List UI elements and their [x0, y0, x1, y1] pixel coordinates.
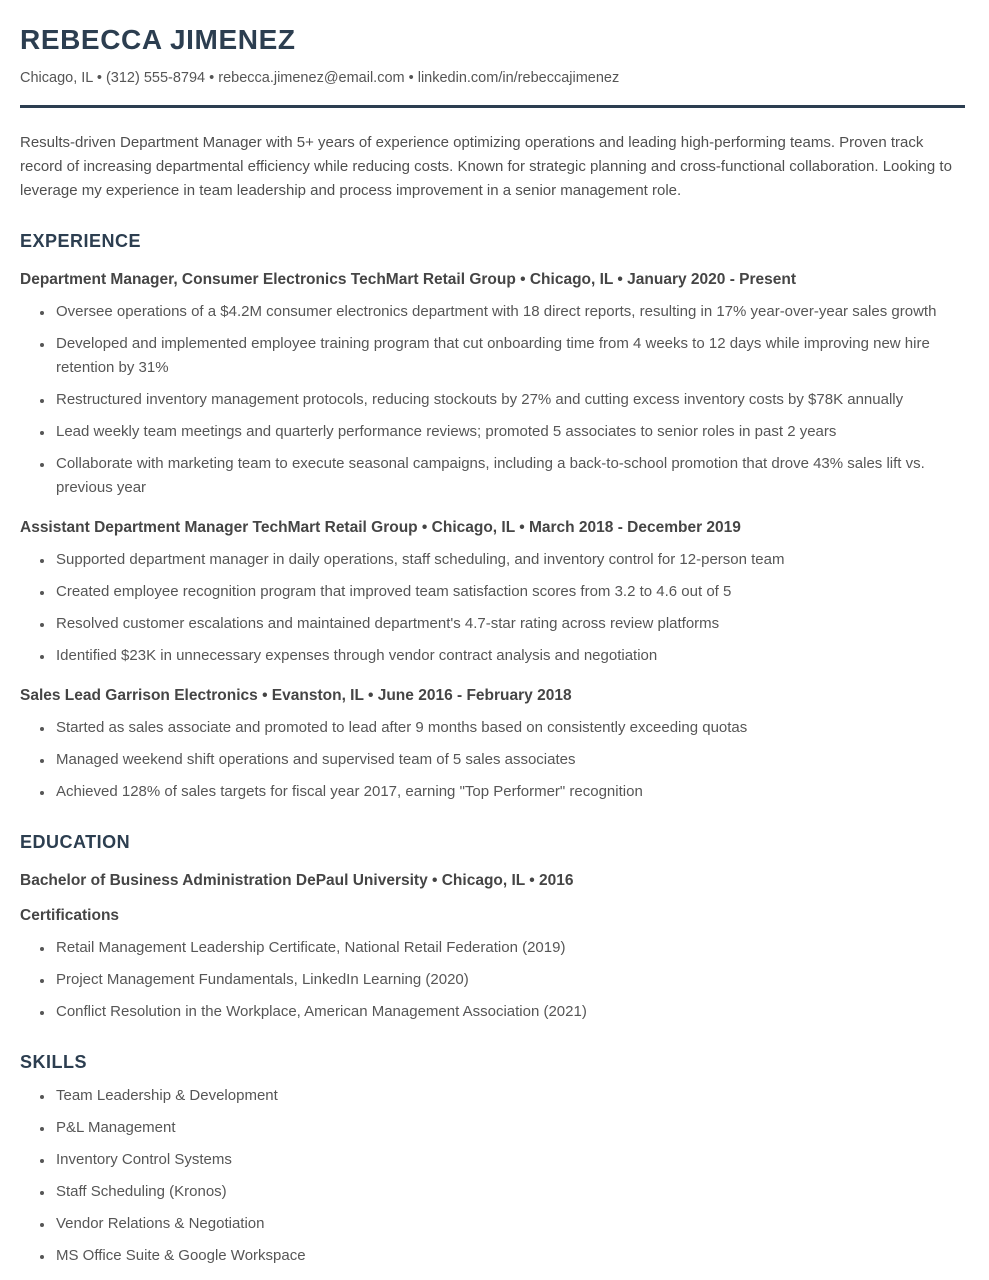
- job-bullet: • Collaborate with marketing team to execute seasonal campaigns, including a back-to-school promotion that drove 43% sales lift vs. previous year: [54, 452, 965, 500]
- skill-item: • Team Leadership & Development: [54, 1084, 965, 1108]
- section-experience: [20, 231, 965, 804]
- section-education: [20, 832, 965, 1024]
- certification-item: • Conflict Resolution in the Workplace, American Management Association (2021): [54, 1000, 965, 1024]
- job-bullet: • Achieved 128% of sales targets for fiscal year 2017, earning "Top Performer" recognition: [54, 780, 965, 804]
- job-entry-assistant-department-manager: [20, 519, 965, 668]
- job-bullet: • Identified $23K in unnecessary expenses through vendor contract analysis and negotiation: [54, 644, 965, 668]
- header-divider: [20, 105, 965, 108]
- skill-item: • P&L Management: [54, 1116, 965, 1140]
- job-bullet: • Created employee recognition program that improved team satisfaction scores from 3.2 to 4.6 out of 5: [54, 580, 965, 604]
- experience-section-heading: EXPERIENCE: [20, 231, 142, 252]
- job-bullet: • Started as sales associate and promoted to lead after 9 months based on consistently exceeding quotas: [54, 716, 965, 740]
- job-entry-sales-lead: [20, 687, 965, 804]
- certifications-list: [20, 936, 965, 1024]
- education-section-heading: EDUCATION: [20, 832, 131, 853]
- job-heading: Sales Lead Garrison Electronics • Evanston, IL • June 2016 - February 2018: [20, 687, 572, 705]
- job-bullet: • Lead weekly team meetings and quarterly performance reviews; promoted 5 associates to senior roles in past 2 years: [54, 420, 965, 444]
- job-bullet-list: [20, 300, 965, 500]
- page-title: REBECCA JIMENEZ: [20, 24, 296, 55]
- job-bullet: • Resolved customer escalations and maintained department's 4.7-star rating across review platforms: [54, 612, 965, 636]
- job-bullet: • Restructured inventory management protocols, reducing stockouts by 27% and cutting excess inventory costs by $78K annually: [54, 388, 965, 412]
- job-bullet: • Managed weekend shift operations and supervised team of 5 sales associates: [54, 748, 965, 772]
- skill-item: • Staff Scheduling (Kronos): [54, 1180, 965, 1204]
- skill-item: • Vendor Relations & Negotiation: [54, 1212, 965, 1236]
- job-bullet: • Supported department manager in daily operations, staff scheduling, and inventory control for 12-person team: [54, 548, 965, 572]
- job-bullet: • Developed and implemented employee training program that cut onboarding time from 4 weeks to 12 days while improving new hire retention by 31%: [54, 332, 965, 380]
- skill-item: • MS Office Suite & Google Workspace: [54, 1244, 965, 1268]
- section-skills: [20, 1052, 965, 1268]
- job-bullet-list: [20, 716, 965, 804]
- certification-item: • Project Management Fundamentals, LinkedIn Learning (2020): [54, 968, 965, 992]
- job-heading: Assistant Department Manager TechMart Retail Group • Chicago, IL • March 2018 - December 2019: [20, 519, 741, 537]
- certification-item: • Retail Management Leadership Certificate, National Retail Federation (2019): [54, 936, 965, 960]
- job-bullet-list: [20, 548, 965, 668]
- contact-line: Chicago, IL • (312) 555-8794 • rebecca.jimenez@email.com • linkedin.com/in/rebeccajimenez: [20, 70, 620, 87]
- skills-list: [20, 1084, 965, 1268]
- resume-header: [20, 25, 965, 108]
- job-bullet: • Oversee operations of a $4.2M consumer electronics department with 18 direct reports, resulting in 17% year-over-year sales growth: [54, 300, 965, 324]
- job-entry-department-manager: [20, 271, 965, 500]
- degree-heading: Bachelor of Business Administration DePaul University • Chicago, IL • 2016: [20, 872, 574, 890]
- summary-paragraph: Results-driven Department Manager with 5+ years of experience optimizing operations and leading high-performing teams. Proven track record of increasing departmental efficiency while reducing costs. Known for strategic planning and cross-functional collaboration. Looking to leverage my experience in team leadership and process improvement in a senior management role.: [20, 134, 952, 200]
- job-heading: Department Manager, Consumer Electronics TechMart Retail Group • Chicago, IL • January 2020 - Present: [20, 271, 797, 289]
- skills-section-heading: SKILLS: [20, 1052, 88, 1073]
- certifications-heading: Certifications: [20, 907, 120, 925]
- skill-item: • Inventory Control Systems: [54, 1148, 965, 1172]
